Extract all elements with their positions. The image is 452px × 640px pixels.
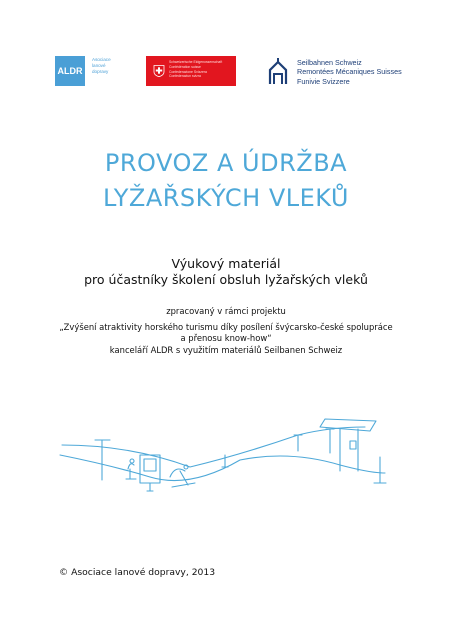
- swiss-cross-icon: [153, 65, 165, 77]
- swiss-text-line: Schweizerische Eidgenossenschaft: [169, 60, 223, 64]
- copyright-footer: © Asociace lanové dopravy, 2013: [59, 567, 216, 578]
- swiss-confederation-logo: [146, 56, 236, 86]
- swiss-text-line: Confederaziun svizra: [169, 74, 201, 79]
- project-name: [0, 322, 452, 344]
- aldr-text-line: lanové: [92, 63, 106, 68]
- seilbahnen-line: Funivie Svizzere: [297, 76, 350, 86]
- swiss-logo-text: [169, 60, 233, 79]
- seilbahnen-logo-icon: [268, 58, 292, 88]
- subtitle-line-1: Výukový materiál: [171, 256, 281, 271]
- swiss-text-line: Confederazione Svizzera: [169, 69, 207, 74]
- subtitle-line-2: pro účastníky školení obsluh lyžařských vleků: [84, 271, 368, 287]
- seilbahnen-line: Remontées Mécaniques Suisses: [297, 67, 402, 77]
- title-line-1: PROVOZ A ÚDRŽBA: [104, 149, 348, 177]
- ski-lift-illustration: [40, 405, 400, 505]
- title-line-2: LYŽAŘSKÝCH VLEKŮ: [103, 184, 349, 212]
- seilbahnen-logo-text: [297, 58, 402, 86]
- document-subtitle: [0, 256, 452, 287]
- aldr-logo-text: [92, 57, 132, 75]
- aldr-logo: [55, 56, 85, 86]
- aldr-logo-mark: ALDR: [57, 66, 83, 76]
- project-name-line-2: a přenosu know-how“: [180, 333, 272, 343]
- project-office: kanceláří ALDR s využitím materiálů Seilbanen Schweiz: [109, 345, 343, 355]
- seilbahnen-line: Seilbahnen Schweiz: [297, 58, 362, 67]
- aldr-text-line: Asociace: [92, 57, 111, 62]
- document-title: [0, 146, 452, 216]
- swiss-text-line: Confédération suisse: [169, 64, 201, 69]
- aldr-text-line: dopravy: [92, 69, 109, 74]
- project-name-line-1: „Zvýšení atraktivity horského turismu díky posílení švýcarsko-české spolupráce: [59, 322, 393, 332]
- project-intro: zpracovaný v rámci projektu: [166, 306, 286, 316]
